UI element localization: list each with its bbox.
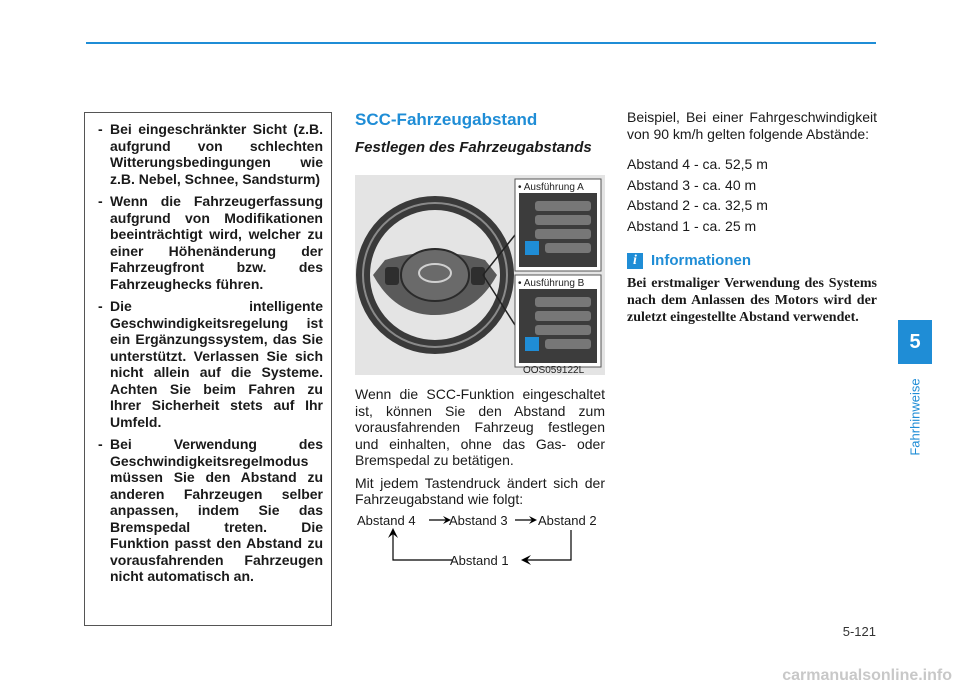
cycle-step-2: Abstand 2	[538, 513, 597, 528]
example-line: Abstand 2 - ca. 32,5 m	[627, 197, 768, 213]
distance-button-icon	[525, 337, 539, 351]
footer-watermark: carmanualsonline.info	[782, 667, 952, 684]
example-line: Abstand 1 - ca. 25 m	[627, 217, 757, 234]
section-column	[355, 110, 605, 156]
example-list	[627, 156, 877, 234]
section-body	[355, 386, 605, 508]
steering-wheel-illustration	[355, 175, 605, 375]
chapter-label-text: Fahrhinweise	[907, 378, 923, 456]
paragraph-1: Wenn die SCC-Funktion eingeschaltet ist, können Sie den Abstand zum vorausfahrenden Fahrzeug festlegen und einhalten, ohne das Gas- oder Bremspedal zu betätigen.	[355, 386, 605, 468]
info-text: Bei erstmaliger Verwendung des Systems nach dem Anlassen des Motors wird der zuletzt eingestellte Abstand verwendet.	[627, 276, 877, 325]
info-title: Informationen	[651, 252, 751, 269]
warning-box	[84, 112, 332, 626]
warning-item: - Die intelligente Geschwindigkeitsregelung ist ein Ergänzungssystem, das Sie unterstützt. Verlassen Sie sich nicht allein auf die Systeme. Achten Sie beim Fahren zu Ihrer Sicherheit stets auf Ihr Umfeld.	[95, 298, 323, 430]
section-subtitle: Festlegen des Fahrzeugabstands	[355, 139, 592, 156]
distance-cycle-diagram	[355, 508, 615, 578]
label-variant-a: • Ausführung A	[518, 182, 584, 193]
label-variant-b: • Ausführung B	[518, 278, 585, 289]
steering-wheel-figure	[355, 175, 605, 375]
example-line: Abstand 4 - ca. 52,5 m	[627, 156, 768, 172]
cycle-step-4: Abstand 4	[357, 513, 416, 528]
paragraph-2: Mit jedem Tastendruck ändert sich der Fahrzeugabstand wie folgt:	[355, 474, 605, 507]
example-column	[627, 109, 877, 326]
cycle-step-1: Abstand 1	[450, 553, 509, 568]
warning-item: - Bei Verwendung des Geschwindigkeitsregelmodus müssen Sie den Abstand zu anderen Fahrzeugen selber anpassen, indem Sie das Bremspedal treten. Die Funktion passt den Abstand zu vorausfahrenden Fahrzeugen nicht automatisch an.	[95, 436, 323, 585]
example-line: Abstand 3 - ca. 40 m	[627, 176, 757, 193]
info-heading	[627, 252, 877, 269]
distance-button-icon	[525, 241, 539, 255]
info-icon: i	[627, 253, 643, 269]
chapter-label	[898, 372, 932, 462]
figure-code: OOS059122L	[523, 365, 585, 375]
section-title: SCC-Fahrzeugabstand	[355, 110, 538, 129]
chapter-tab: 5	[898, 320, 932, 364]
warning-item: - Bei eingeschränkter Sicht (z.B. aufgrund von schlechten Witterungsbedingungen wie z.B. Nebel, Schnee, Sandsturm)	[95, 121, 323, 187]
wheel-hub	[401, 249, 469, 301]
warning-list	[95, 121, 323, 585]
header-rule	[86, 42, 876, 44]
example-intro: Beispiel, Bei einer Fahrgeschwindigkeit von 90 km/h gelten folgende Abstände:	[627, 109, 877, 142]
warning-item: - Wenn die Fahrzeugerfassung aufgrund von Modifikationen beeinträchtigt wird, welcher zu einer Höhenänderung der Fahrzeugfront bzw. des Fahrzeughecks führen.	[95, 193, 323, 292]
page-number: 5-121	[842, 624, 876, 639]
cycle-step-3: Abstand 3	[449, 513, 508, 528]
